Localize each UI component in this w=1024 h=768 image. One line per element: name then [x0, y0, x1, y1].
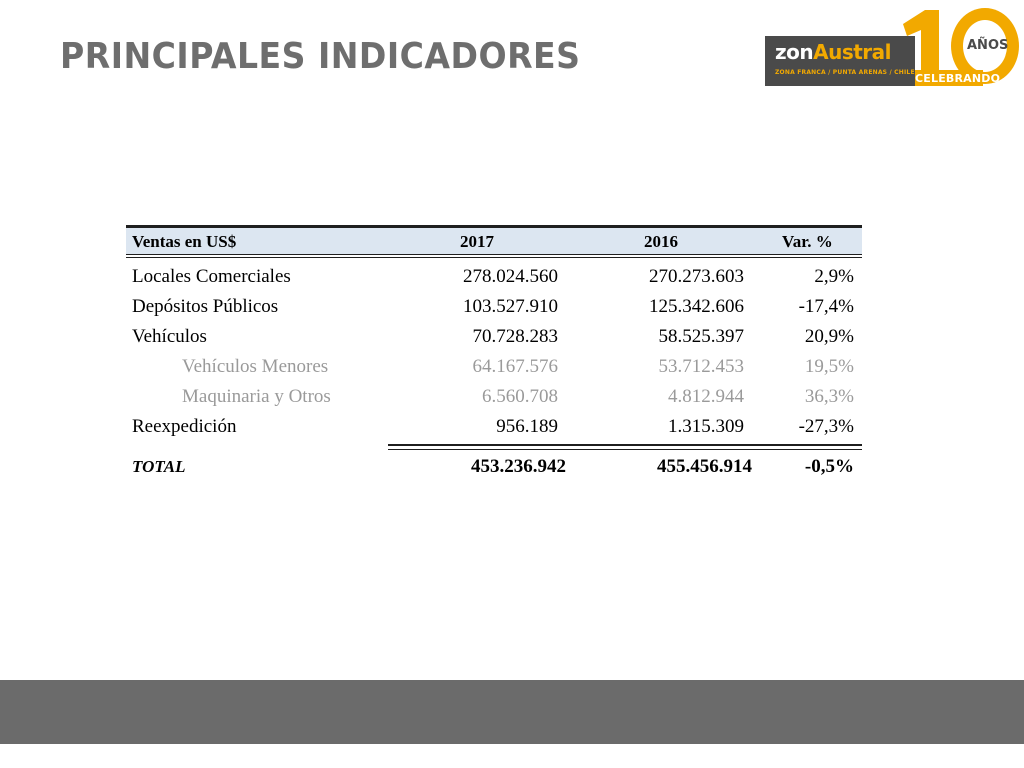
header-2017: 2017 — [460, 232, 494, 251]
table-row — [126, 292, 862, 322]
subrow-value-2017: 6.560.708 — [482, 386, 558, 407]
header-var: Var. % — [782, 232, 833, 251]
logo-anos-text: AÑOS — [967, 38, 1009, 53]
table-header — [126, 225, 862, 255]
logo-celebrando-text: CELEBRANDO — [915, 72, 1001, 85]
slide-title: PRINCIPALES INDICADORES — [60, 36, 581, 77]
logo-subtitle: ZONA FRANCA / PUNTA ARENAS / CHILE — [775, 69, 915, 76]
logo-brand-text — [775, 40, 891, 64]
row-label: Reexpedición — [132, 416, 237, 437]
row-label: Depósitos Públicos — [132, 296, 279, 317]
total-row — [126, 450, 862, 484]
row-value-2017: 70.728.283 — [472, 326, 558, 347]
table-row — [126, 412, 862, 442]
total-value-2017: 453.236.942 — [471, 456, 566, 477]
footer-bar — [0, 680, 1024, 744]
subrow-value-2017: 64.167.576 — [472, 356, 558, 377]
header-label: Ventas en US$ — [132, 232, 237, 251]
table-row — [126, 262, 862, 292]
table-subrow — [126, 382, 862, 412]
row-variation: -17,4% — [798, 296, 854, 317]
header-2016: 2016 — [644, 232, 678, 251]
total-variation: -0,5% — [804, 456, 854, 477]
total-value-2016: 455.456.914 — [657, 456, 752, 477]
row-variation: 2,9% — [814, 266, 854, 287]
zonaustral-logo — [765, 10, 1020, 88]
logo-brand-first: zon — [775, 40, 814, 64]
row-value-2017: 103.527.910 — [463, 296, 558, 317]
subrow-value-2016: 53.712.453 — [658, 356, 744, 377]
logo-brand-box — [765, 36, 915, 86]
row-value-2016: 1.315.309 — [668, 416, 744, 437]
sales-table — [126, 225, 862, 484]
subrow-label: Maquinaria y Otros — [182, 386, 331, 407]
row-variation: -27,3% — [798, 416, 854, 437]
row-value-2017: 278.024.560 — [463, 266, 558, 287]
row-label: Vehículos — [132, 326, 207, 347]
subrow-variation: 19,5% — [804, 356, 854, 377]
header-double-rule — [126, 255, 862, 258]
row-label: Locales Comerciales — [132, 266, 291, 287]
table-subrow — [126, 352, 862, 382]
row-value-2017: 956.189 — [496, 416, 558, 437]
row-variation: 20,9% — [804, 326, 854, 347]
row-value-2016: 125.342.606 — [649, 296, 744, 317]
row-value-2016: 58.525.397 — [658, 326, 744, 347]
total-label: TOTAL — [132, 457, 186, 476]
subrow-value-2016: 4.812.944 — [668, 386, 744, 407]
subrow-variation: 36,3% — [804, 386, 854, 407]
logo-brand-second: Austral — [813, 40, 892, 64]
subrow-label: Vehículos Menores — [182, 356, 329, 377]
table-row — [126, 322, 862, 352]
row-value-2016: 270.273.603 — [649, 266, 744, 287]
